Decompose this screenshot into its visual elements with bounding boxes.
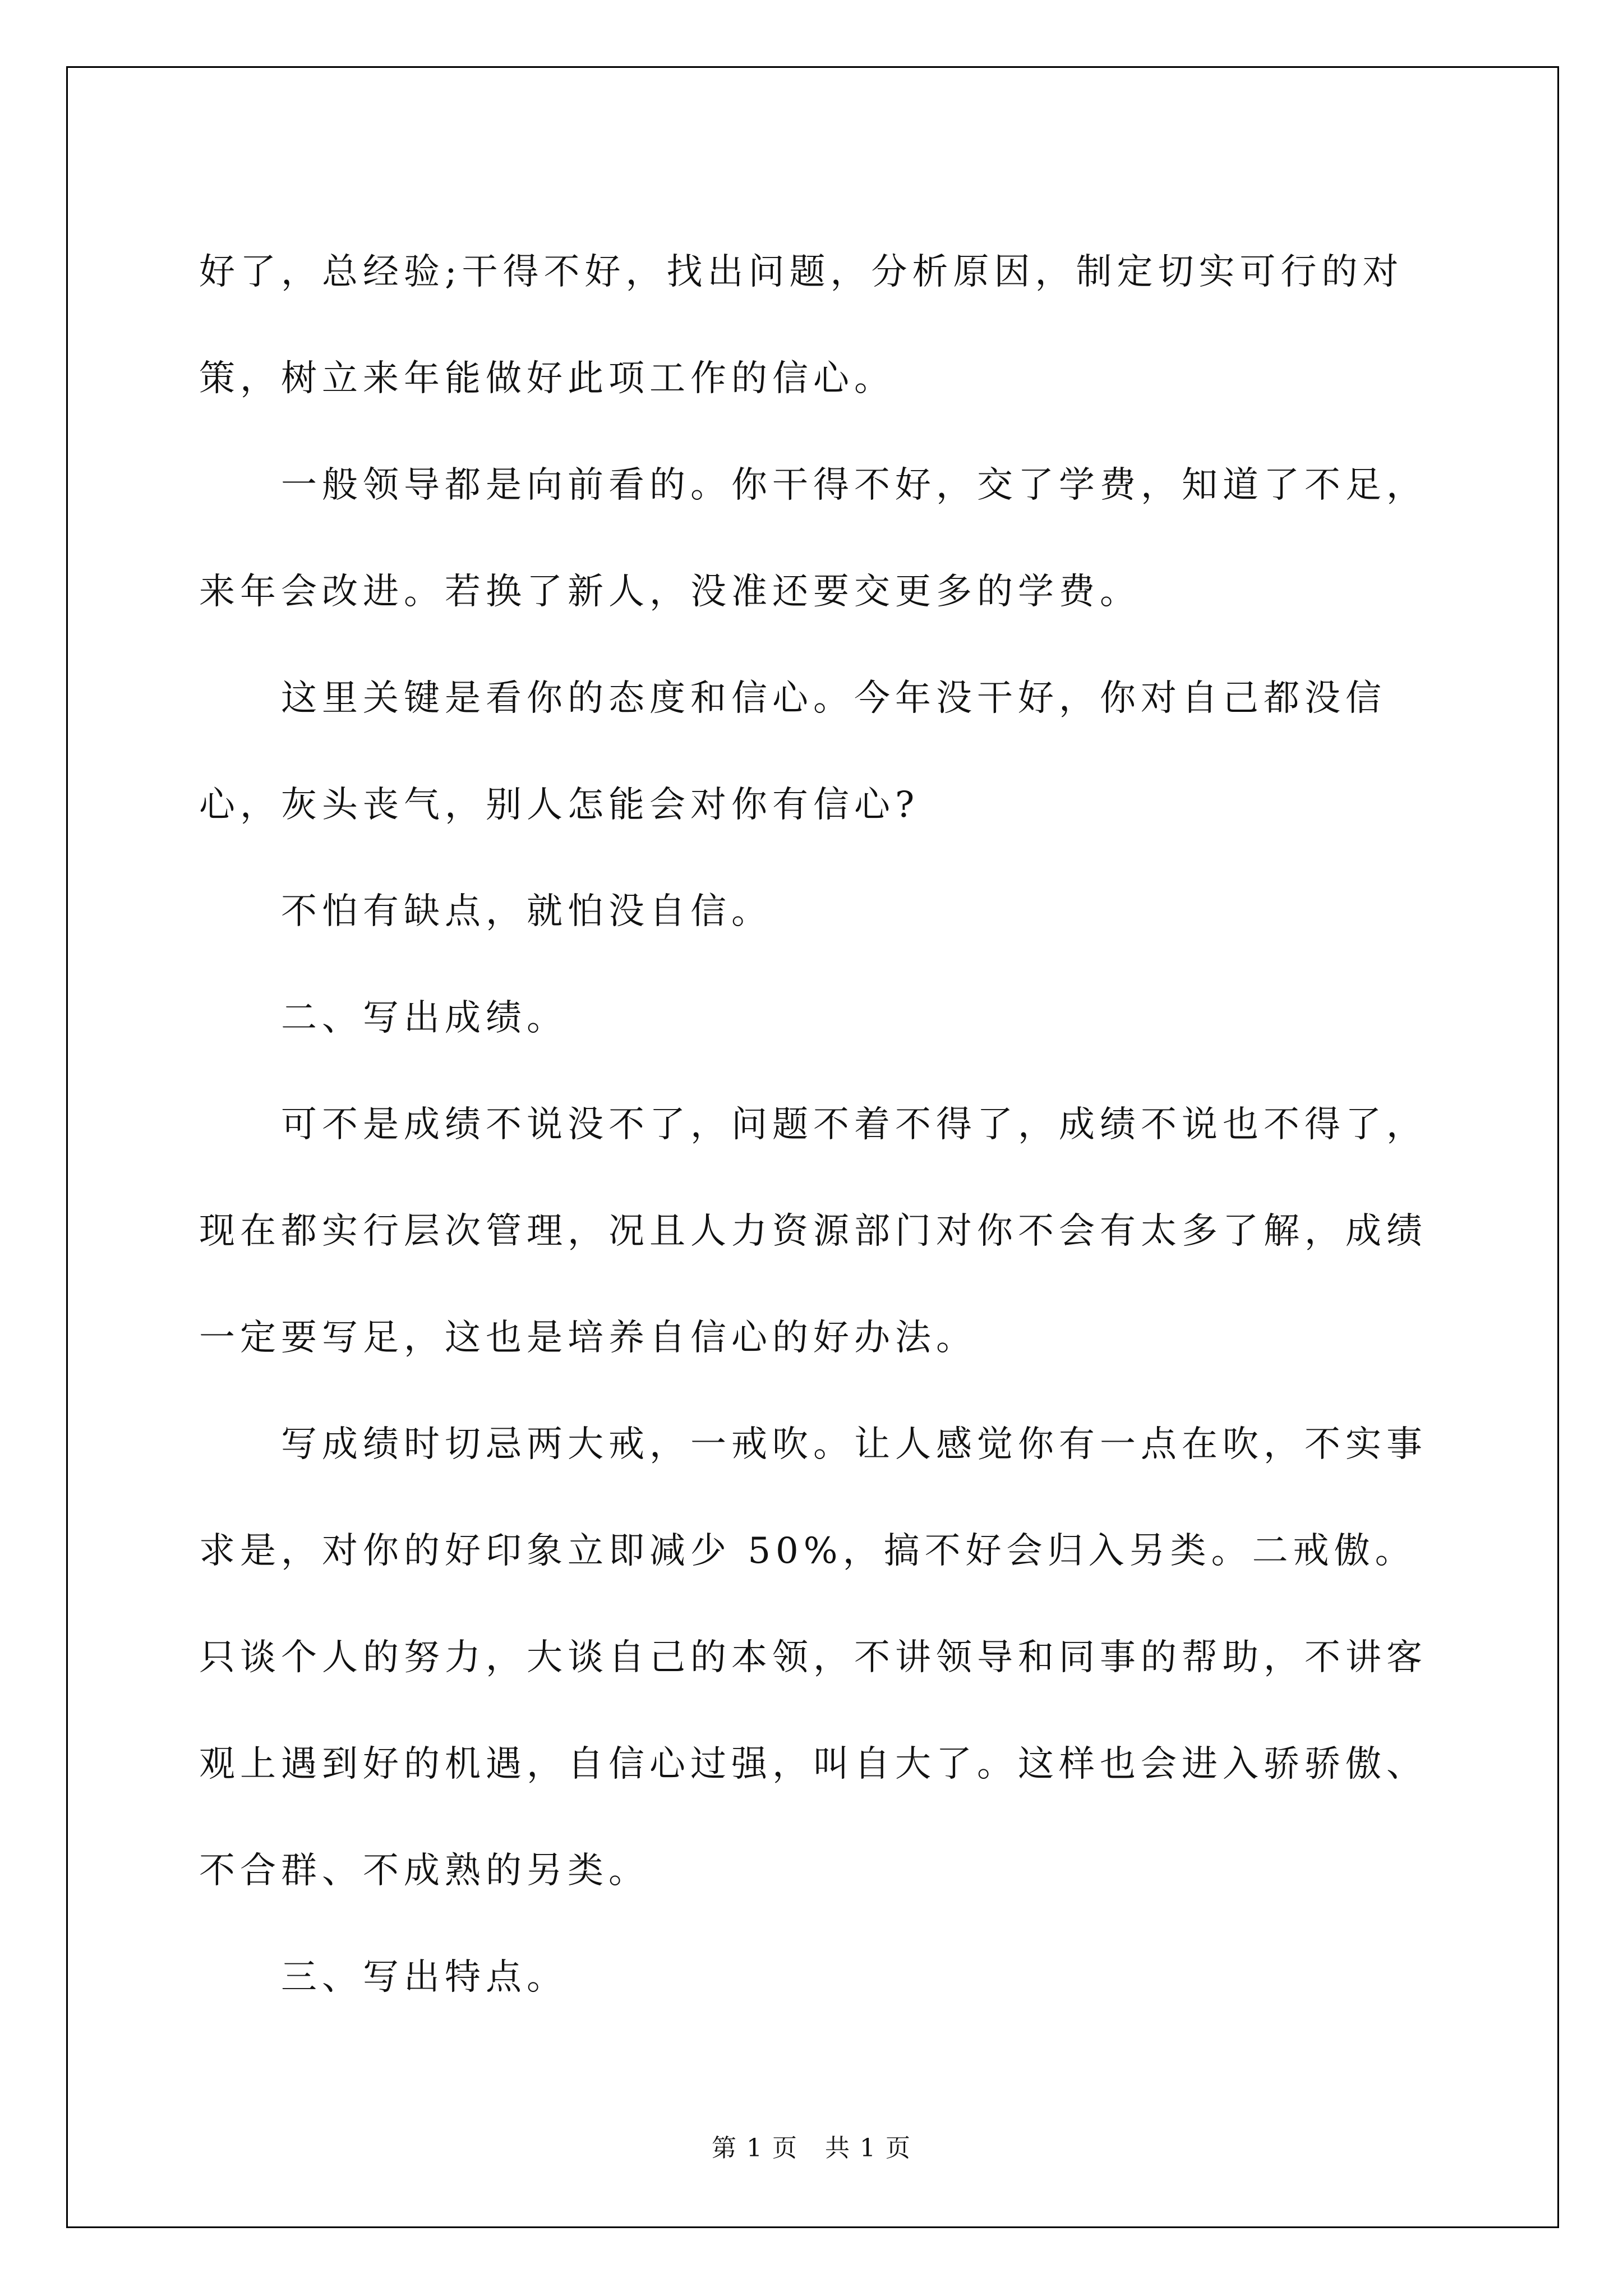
section-heading-3: 三、写出特点。 <box>281 1957 568 1998</box>
paragraph-5: 可不是成绩不说没不了，问题不着不得了，成绩不说也不得了，现在都实行层次管理，况且人力资源部门对你不会有太多了解，成绩一定要写足，这也是培养自信心的好办法。 <box>199 1104 1427 1359</box>
paragraph-4: 不怕有缺点，就怕没自信。 <box>281 891 772 932</box>
paragraph-1: 好了，总经验;干得不好，找出问题，分析原因，制定切实可行的对策，树立来年能做好此项工作的信心。 <box>199 251 1404 399</box>
paragraph-3: 这里关键是看你的态度和信心。今年没干好，你对自己都没信心，灰头丧气，别人怎能会对你有信心? <box>199 678 1386 826</box>
page-number-current: 第 1 页 <box>712 2134 798 2162</box>
section-heading-2: 二、写出成绩。 <box>281 997 568 1039</box>
page-footer <box>0 2132 1623 2165</box>
paragraph-6: 写成绩时切忌两大戒，一戒吹。让人感觉你有一点在吹，不实事求是，对你的好印象立即减少 50%，搞不好会归入另类。二戒傲。只谈个人的努力，大谈自己的本领，不讲领导和同事的帮助，不讲客观上遇到好的机遇，自信心过强，叫自大了。这样也会进入骄骄傲、不合群、不成熟的另类。 <box>199 1424 1427 1892</box>
document-body <box>199 219 1455 2031</box>
paragraph-2: 一般领导都是向前看的。你干得不好，交了学费，知道了不足，来年会改进。若换了新人，没准还要交更多的学费。 <box>199 464 1427 613</box>
page-number-total: 共 1 页 <box>825 2134 911 2162</box>
